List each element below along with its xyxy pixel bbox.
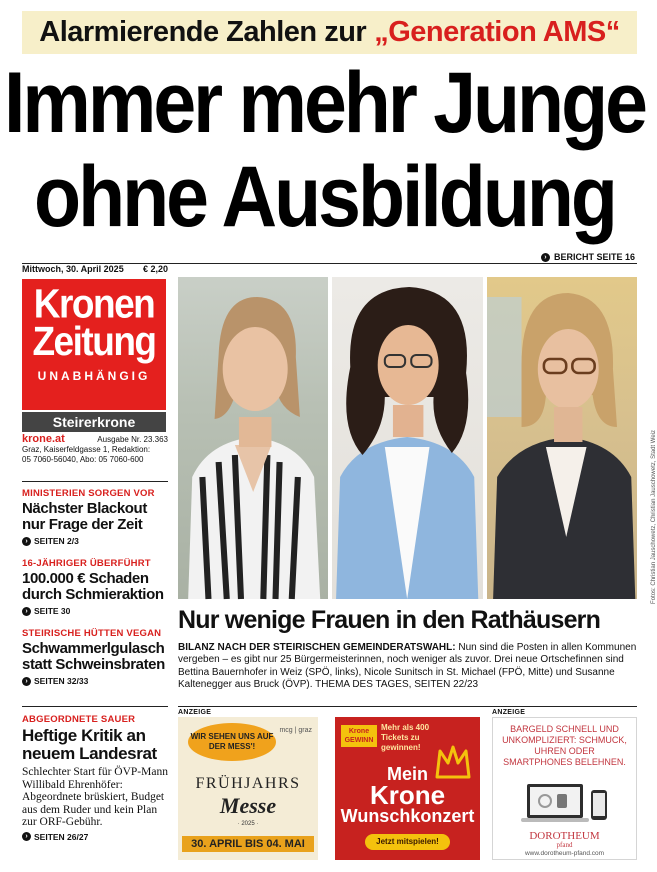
imprint xyxy=(22,434,168,465)
ad-brand: mcg | graz xyxy=(279,727,312,734)
teaser-title: 100.000 € Schaden durch Schmieraktion xyxy=(22,570,164,603)
ad-tickets: Mehr als 400 Tickets zu gewinnen! xyxy=(381,723,430,752)
lead-text: Nun sind die Posten in allen Kommunen vergeben – es gibt nur 25 Bürgermeisterinnen, noch weniger als zuvor. Drei neue Ortschefinnen sind Bettina Bauernhofer in Weiz (SPÖ, links), Nicole Sunitsch in St. Michael (FPÖ, Mitte) und Susanne Kaltenegger aus Bruck (ÖVP). THEMA DES TAGES, SEITEN 22/23 xyxy=(178,642,637,691)
issue-date: Mittwoch, 30. April 2025 xyxy=(22,264,124,274)
logo-line-1: Kronen xyxy=(33,281,155,327)
teaser-kicker: MINISTERIEN SORGEN VOR xyxy=(22,488,155,499)
ad-brand-sub: pfand xyxy=(556,841,573,849)
headline-line-2: ohne Ausbildung xyxy=(34,148,615,246)
teaser-pages: SEITEN 2/3 xyxy=(34,536,79,546)
kicker-accent: „Generation AMS“ xyxy=(374,16,620,48)
teaser-landesrat[interactable] xyxy=(22,714,172,842)
teaser-title: Heftige Kritik an neuem Landesrat xyxy=(22,726,157,763)
ad-title-2: Krone xyxy=(369,780,446,810)
kicker-text: Alarmierende Zahlen zur xyxy=(39,16,367,48)
portrait-illustration xyxy=(178,277,328,599)
headline-line-1: Immer mehr Junge xyxy=(4,54,645,152)
portrait-illustration xyxy=(487,277,637,599)
ad-url[interactable]: www.dorotheum-pfand.com xyxy=(524,850,605,857)
ad-title-3: Wunschkonzert xyxy=(340,806,475,826)
arrow-icon: › xyxy=(541,253,550,262)
ad-fruehjahrsmesse[interactable] xyxy=(178,717,318,860)
lead-caps: BILANZ NACH DER STEIRISCHEN GEMEINDERATSWAHL: xyxy=(178,642,456,653)
photo-sunitsch xyxy=(332,277,482,599)
teaser-title: Nächster Blackout nur Frage der Zeit xyxy=(22,500,147,533)
teaser-blackout[interactable] xyxy=(22,488,172,546)
bericht-label: BERICHT SEITE 16 xyxy=(553,252,635,262)
teaser-huetten[interactable] xyxy=(22,628,172,686)
logo-line-2: Zeitung xyxy=(32,318,156,364)
photo-kaltenegger xyxy=(487,277,637,599)
edition-badge: Steirerkrone xyxy=(22,412,166,432)
teaser-pages: SEITE 30 xyxy=(34,606,71,616)
ad-wunschkonzert[interactable] xyxy=(335,717,480,860)
ad-line-2: Messe xyxy=(219,793,277,818)
logo-tagline: UNABHÄNGIG xyxy=(37,369,151,383)
arrow-icon: › xyxy=(22,832,31,841)
ad-year: · 2025 · xyxy=(237,821,259,827)
imprint-phones: 05 7060-56040, Abo: 05 7060-600 xyxy=(22,455,144,464)
ad-badge: Krone GEWINN xyxy=(341,725,377,747)
portrait-illustration xyxy=(332,277,482,599)
mayors-photos[interactable] xyxy=(178,277,637,599)
dateline xyxy=(22,264,168,274)
imprint-address: Graz, Kaiserfeldgasse 1, Redaktion: xyxy=(22,445,151,454)
arrow-icon: › xyxy=(22,607,31,616)
ad-dorotheum[interactable] xyxy=(492,717,637,860)
issue-number: Ausgabe Nr. 23.363 xyxy=(97,435,168,444)
teaser-kicker: 16-JÄHRIGER ÜBERFÜHRT xyxy=(22,558,151,569)
divider xyxy=(178,706,637,707)
teaser-title: Schwammerlgulasch statt Schweinsbraten xyxy=(22,640,165,673)
lead-body xyxy=(178,642,637,692)
ad-cta-button[interactable]: Jetzt mitspielen! xyxy=(365,834,450,850)
divider xyxy=(22,481,168,482)
ad-text: BARGELD SCHNELL UND UNKOMPLIZIERT: SCHMUCK, UHREN ODER SMARTPHONES BELEHNEN. xyxy=(502,724,627,767)
teaser-pages: SEITEN 26/27 xyxy=(34,831,89,842)
divider xyxy=(22,706,168,707)
ad-line-1: FRÜHJAHRS xyxy=(195,775,301,792)
arrow-icon: › xyxy=(22,537,31,546)
teaser-body: Schlechter Start für ÖVP-Mann Willibald Ehrenhöfer: Abgeordnete brüskiert, Budget aus dem Ruder und kein Plan zur ORF-Gebühr. xyxy=(22,766,168,828)
kicker-banner xyxy=(22,11,637,54)
ad-dates: 30. APRIL BIS 04. MAI xyxy=(182,836,314,852)
teaser-kicker: STEIRISCHE HÜTTEN VEGAN xyxy=(22,628,162,639)
bericht-link[interactable] xyxy=(541,252,635,262)
ad-label: ANZEIGE xyxy=(492,709,526,716)
ad-label: ANZEIGE xyxy=(178,709,212,716)
teaser-kicker: ABGEORDNETE SAUER xyxy=(22,714,136,725)
ad-title-1: Mein xyxy=(386,764,428,784)
site-link[interactable]: krone.at xyxy=(22,433,65,445)
ad-brand: DOROTHEUM xyxy=(529,830,600,842)
teaser-schaden[interactable] xyxy=(22,558,172,616)
arrow-icon: › xyxy=(22,677,31,686)
ad-bubble: WIR SEHEN UNS AUF DER MESS'! xyxy=(188,723,276,761)
main-headline[interactable] xyxy=(0,56,649,244)
masthead-logo[interactable] xyxy=(22,279,166,410)
issue-price: € 2,20 xyxy=(142,264,168,274)
photo-credit: Fotos: Christian Jauschowetz, Christian Jauschowetz, Stadt Weiz xyxy=(651,430,657,604)
photo-bauernhofer xyxy=(178,277,328,599)
teaser-pages: SEITEN 32/33 xyxy=(34,676,89,686)
lead-title[interactable]: Nur wenige Frauen in den Rathäusern xyxy=(178,606,601,634)
ad-title xyxy=(335,765,480,825)
laptop-icon xyxy=(521,782,611,824)
